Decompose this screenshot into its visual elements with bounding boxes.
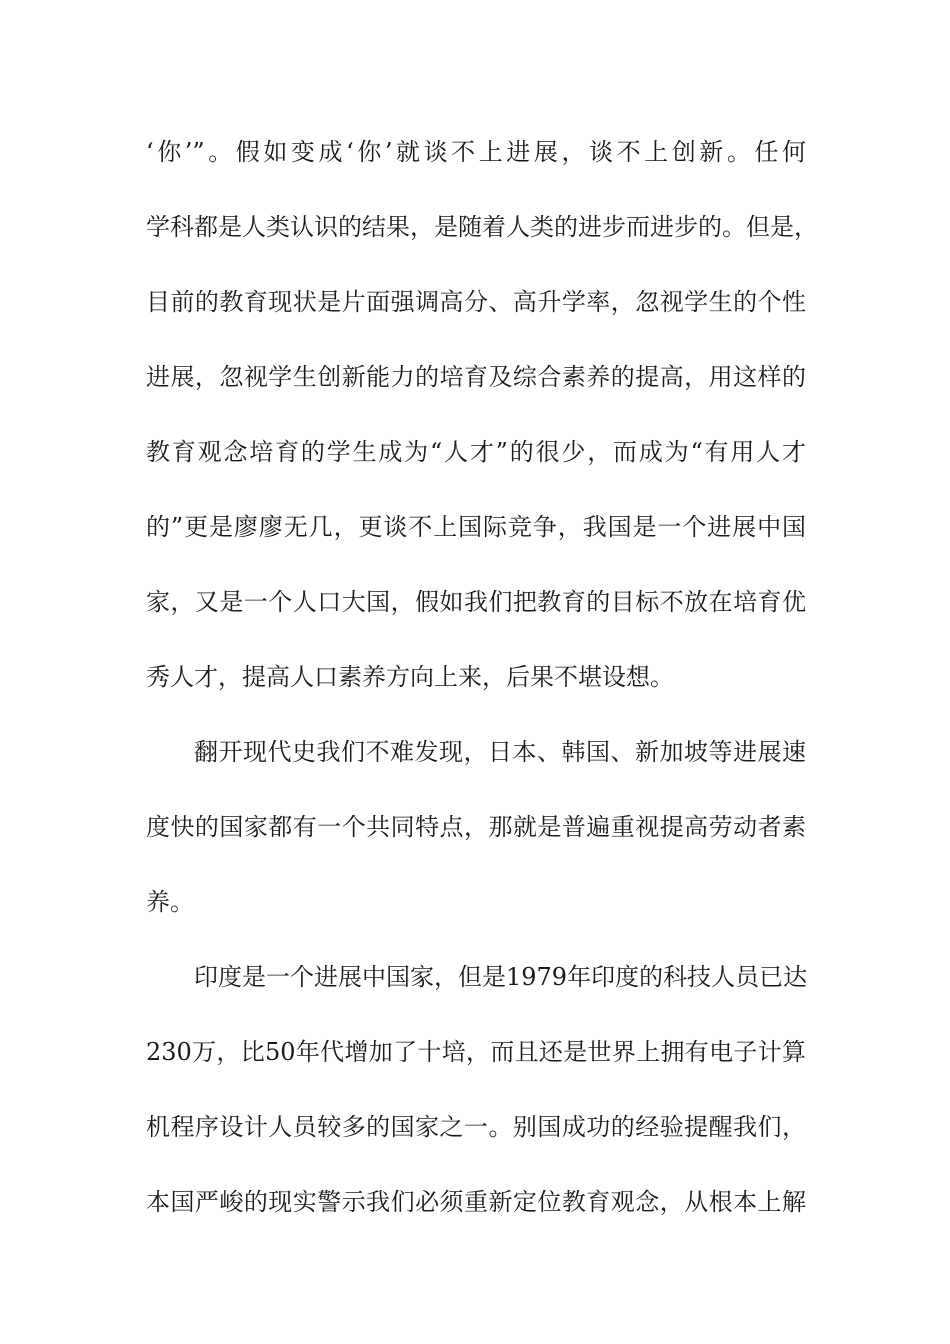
text-line: 目前的教育现状是片面强调高分、高升学率，忽视学生的个性 [146, 288, 806, 316]
text-line: 学科都是人类认识的结果，是随着人类的进步而进步的。但是， [146, 213, 818, 241]
text-line: 教育观念培育的学生成为“人才”的很少，而成为“有用人才 [146, 438, 806, 466]
paragraph-first-line: 印度是一个进展中国家，但是1979年印度的科技人员已达 [194, 963, 808, 991]
text-line: 秀人才，提高人口素养方向上来，后果不堪设想。 [146, 663, 674, 691]
paragraph-first-line: 翻开现代史我们不难发现，日本、韩国、新加坡等进展速 [194, 738, 806, 766]
text-line: 机程序设计人员较多的国家之一。别国成功的经验提醒我们， [146, 1113, 806, 1141]
text-line: 的”更是廖廖无几，更谈不上国际竞争，我国是一个进展中国 [146, 513, 806, 541]
text-line: 本国严峻的现实警示我们必须重新定位教育观念，从根本上解 [146, 1188, 806, 1216]
text-line: 进展，忽视学生创新能力的培育及综合素养的提高，用这样的 [146, 363, 806, 391]
text-line: ‘你’”。假如变成‘你’就谈不上进展，谈不上创新。任何 [146, 138, 806, 166]
text-line: 230万，比50年代增加了十培，而且还是世界上拥有电子计算 [146, 1038, 806, 1066]
text-line: 养。 [146, 888, 194, 916]
text-line: 家，又是一个人口大国，假如我们把教育的目标不放在培育优 [146, 588, 806, 616]
text-line: 度快的国家都有一个共同特点，那就是普遍重视提高劳动者素 [146, 813, 806, 841]
